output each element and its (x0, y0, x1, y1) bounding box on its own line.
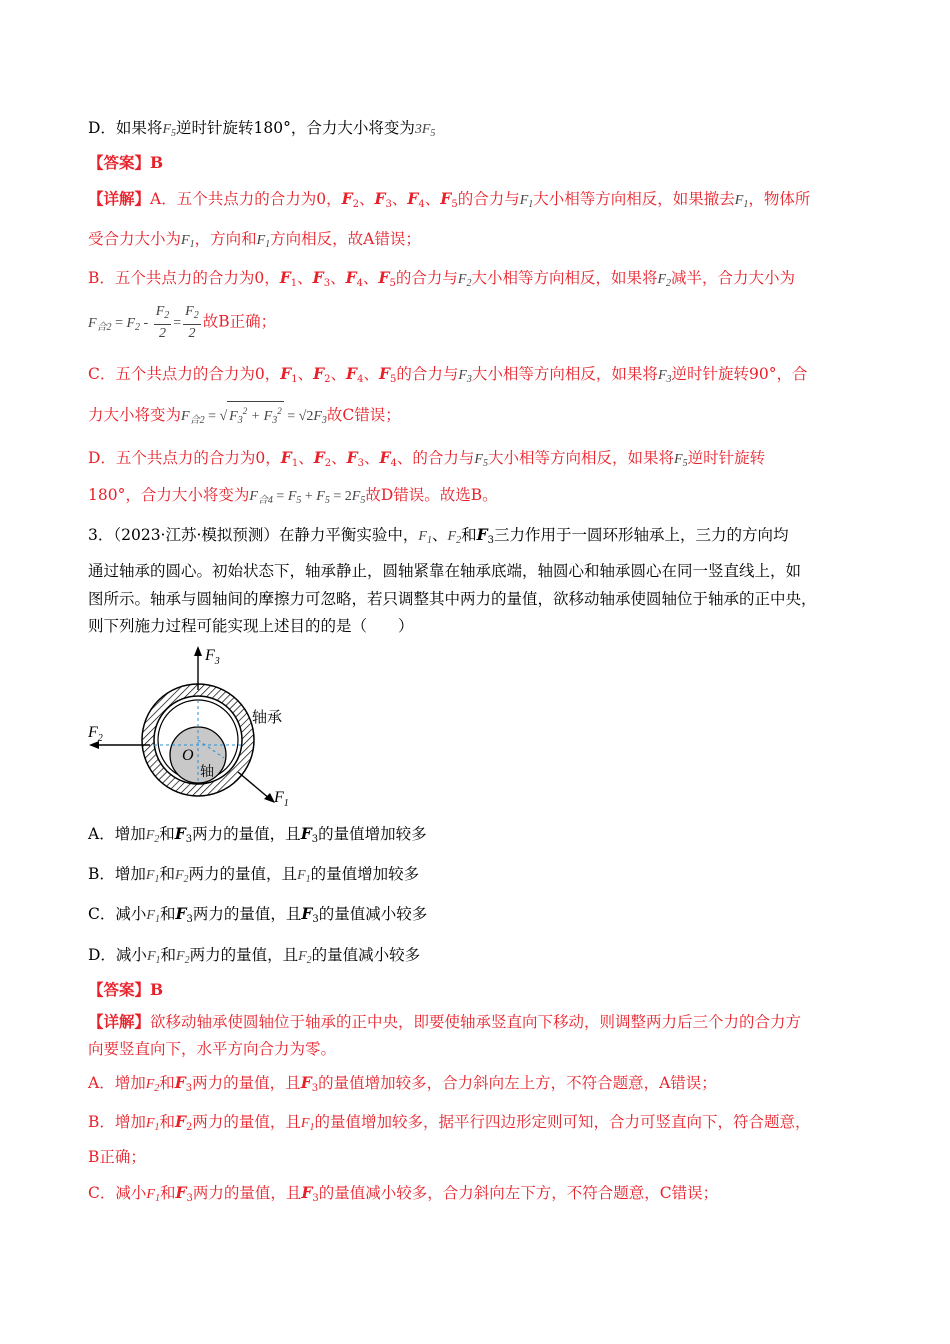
detail-label: 【详解】 (88, 1012, 151, 1031)
explain-a: A．增加$F_2$和$F_3$两力的量值，且$F_3$的量值增加较多，合力斜向左上方，不符合题意，A错误； (88, 1073, 717, 1094)
detail-b-formula: $F_{合2} = F_2$ - $\frac{F_2}{2}$ = $\frac{F_2}{2}$ 故B正确； (88, 304, 277, 341)
label-shaft: 轴 (200, 764, 214, 780)
detail-b-line1: B．五个共点力的合力为0，$F_1$、$F_3$、$F_4$、$F_5$的合力与$F_2$大小相等方向相反，如果将$F_2$减半，合力大小为 (88, 268, 796, 289)
question-line2: 通过轴承的圆心。初始状态下，轴承静止，圆轴紧靠在轴承底端，轴圆心和轴承圆心在同一竖直线上，如 (88, 562, 802, 580)
detail-a-line1: 【详解】A．五个共点力的合力为0，$F_2$、$F_3$、$F_4$、$F_5$的合力与$F_1$大小相等方向相反，如果撤去$F_1$，物体所 (88, 189, 811, 210)
detail-intro-text: 欲移动轴承使圆轴位于轴承的正中央，即要使轴承竖直向下移动，则调整两力后三个力的合力方 (150, 1013, 802, 1031)
label-f2: $F_2$ (88, 724, 103, 744)
question-line1: 3．（2023·江苏·模拟预测）在静力平衡实验中，$F_1$、$F_2$和$F_3$三力作用于一圆环形轴承上，三力的方向均 (88, 525, 789, 546)
explain-b-line1: B．增加$F_1$和$F_2$两力的量值，且$F_1$的量值增加较多，据平行四边形定则可知，合力可竖直向下，符合题意， (88, 1112, 811, 1133)
answer-value: B (150, 980, 164, 999)
bearing-diagram (84, 642, 314, 817)
answer-label: 【答案】 (88, 980, 151, 999)
option-d-prev: D．如果将$F_5$逆时针旋转180°，合力大小将变为$3F_5$ (88, 119, 436, 139)
detail-intro-1 (88, 1011, 801, 1033)
label-center: O (182, 747, 194, 764)
detail-c-line1: C．五个共点力的合力为0，$F_1$、$F_2$、$F_4$、$F_5$的合力与$F_3$大小相等方向相反，如果将$F_3$逆时针旋转90°，合 (88, 364, 808, 385)
detail-intro-2: 向要竖直向下，水平方向合力为零。 (88, 1040, 337, 1058)
question-line4: 则下列施力过程可能实现上述目的的是（ ） (88, 617, 414, 635)
explain-c: C．减小$F_1$和$F_3$两力的量值，且$F_3$的量值减小较多，合力斜向左下方，不符合题意，C错误； (88, 1183, 719, 1204)
option-c[interactable]: C．减小$F_1$和$F_3$两力的量值，且$F_3$的量值减小较多 (88, 904, 428, 925)
answer-label: 【答案】 (88, 153, 151, 172)
option-a[interactable]: A．增加$F_2$和$F_3$两力的量值，且$F_3$的量值增加较多 (88, 824, 427, 845)
detail-a-line2: 受合力大小为$F_1$，方向和$F_1$方向相反，故A错误； (88, 230, 421, 250)
detail-c-line2: 力大小将变为$F_{合2}$ = √ $F_3^2 + F_3^2 = √2F_3$故C错误； (88, 401, 401, 432)
answer-value: B (150, 153, 164, 172)
answer-prev (88, 152, 163, 174)
d-prefix: 180°，合力大小将变为 (88, 486, 250, 504)
answer-q3 (88, 979, 163, 1001)
explain-b-line2: B正确； (88, 1148, 146, 1166)
detail-d-line1: D．五个共点力的合力为0，$F_1$、$F_2$、$F_3$、$F_4$、的合力与$F_5$大小相等方向相反，如果将$F_5$逆时针旋转 (88, 448, 766, 469)
c-conclusion: 故C错误； (326, 406, 401, 424)
label-f3: $F_3$ (205, 647, 220, 667)
option-d[interactable]: D．减小$F_1$和$F_2$两力的量值，且$F_2$的量值减小较多 (88, 946, 421, 966)
label-f1: $F_1$ (274, 789, 289, 809)
label-bearing: 轴承 (252, 708, 283, 726)
detail-d-line2: 180°，合力大小将变为$F_{合4} = F_5 + F_5 = 2F_5$故D错误。故选B。 (88, 486, 498, 506)
b-conclusion: 故B正确； (202, 312, 277, 331)
d-conclusion: 故D错误。故选B。 (365, 486, 498, 504)
c-prefix: 力大小将变为 (88, 406, 182, 424)
bearing-figure (84, 642, 314, 817)
option-b[interactable]: B．增加$F_1$和$F_2$两力的量值，且$F_1$的量值增加较多 (88, 865, 420, 885)
question-line3: 图所示。轴承与圆轴间的摩擦力可忽略，若只调整其中两力的量值，欲移动轴承使圆轴位于轴承的正中央， (88, 590, 817, 608)
